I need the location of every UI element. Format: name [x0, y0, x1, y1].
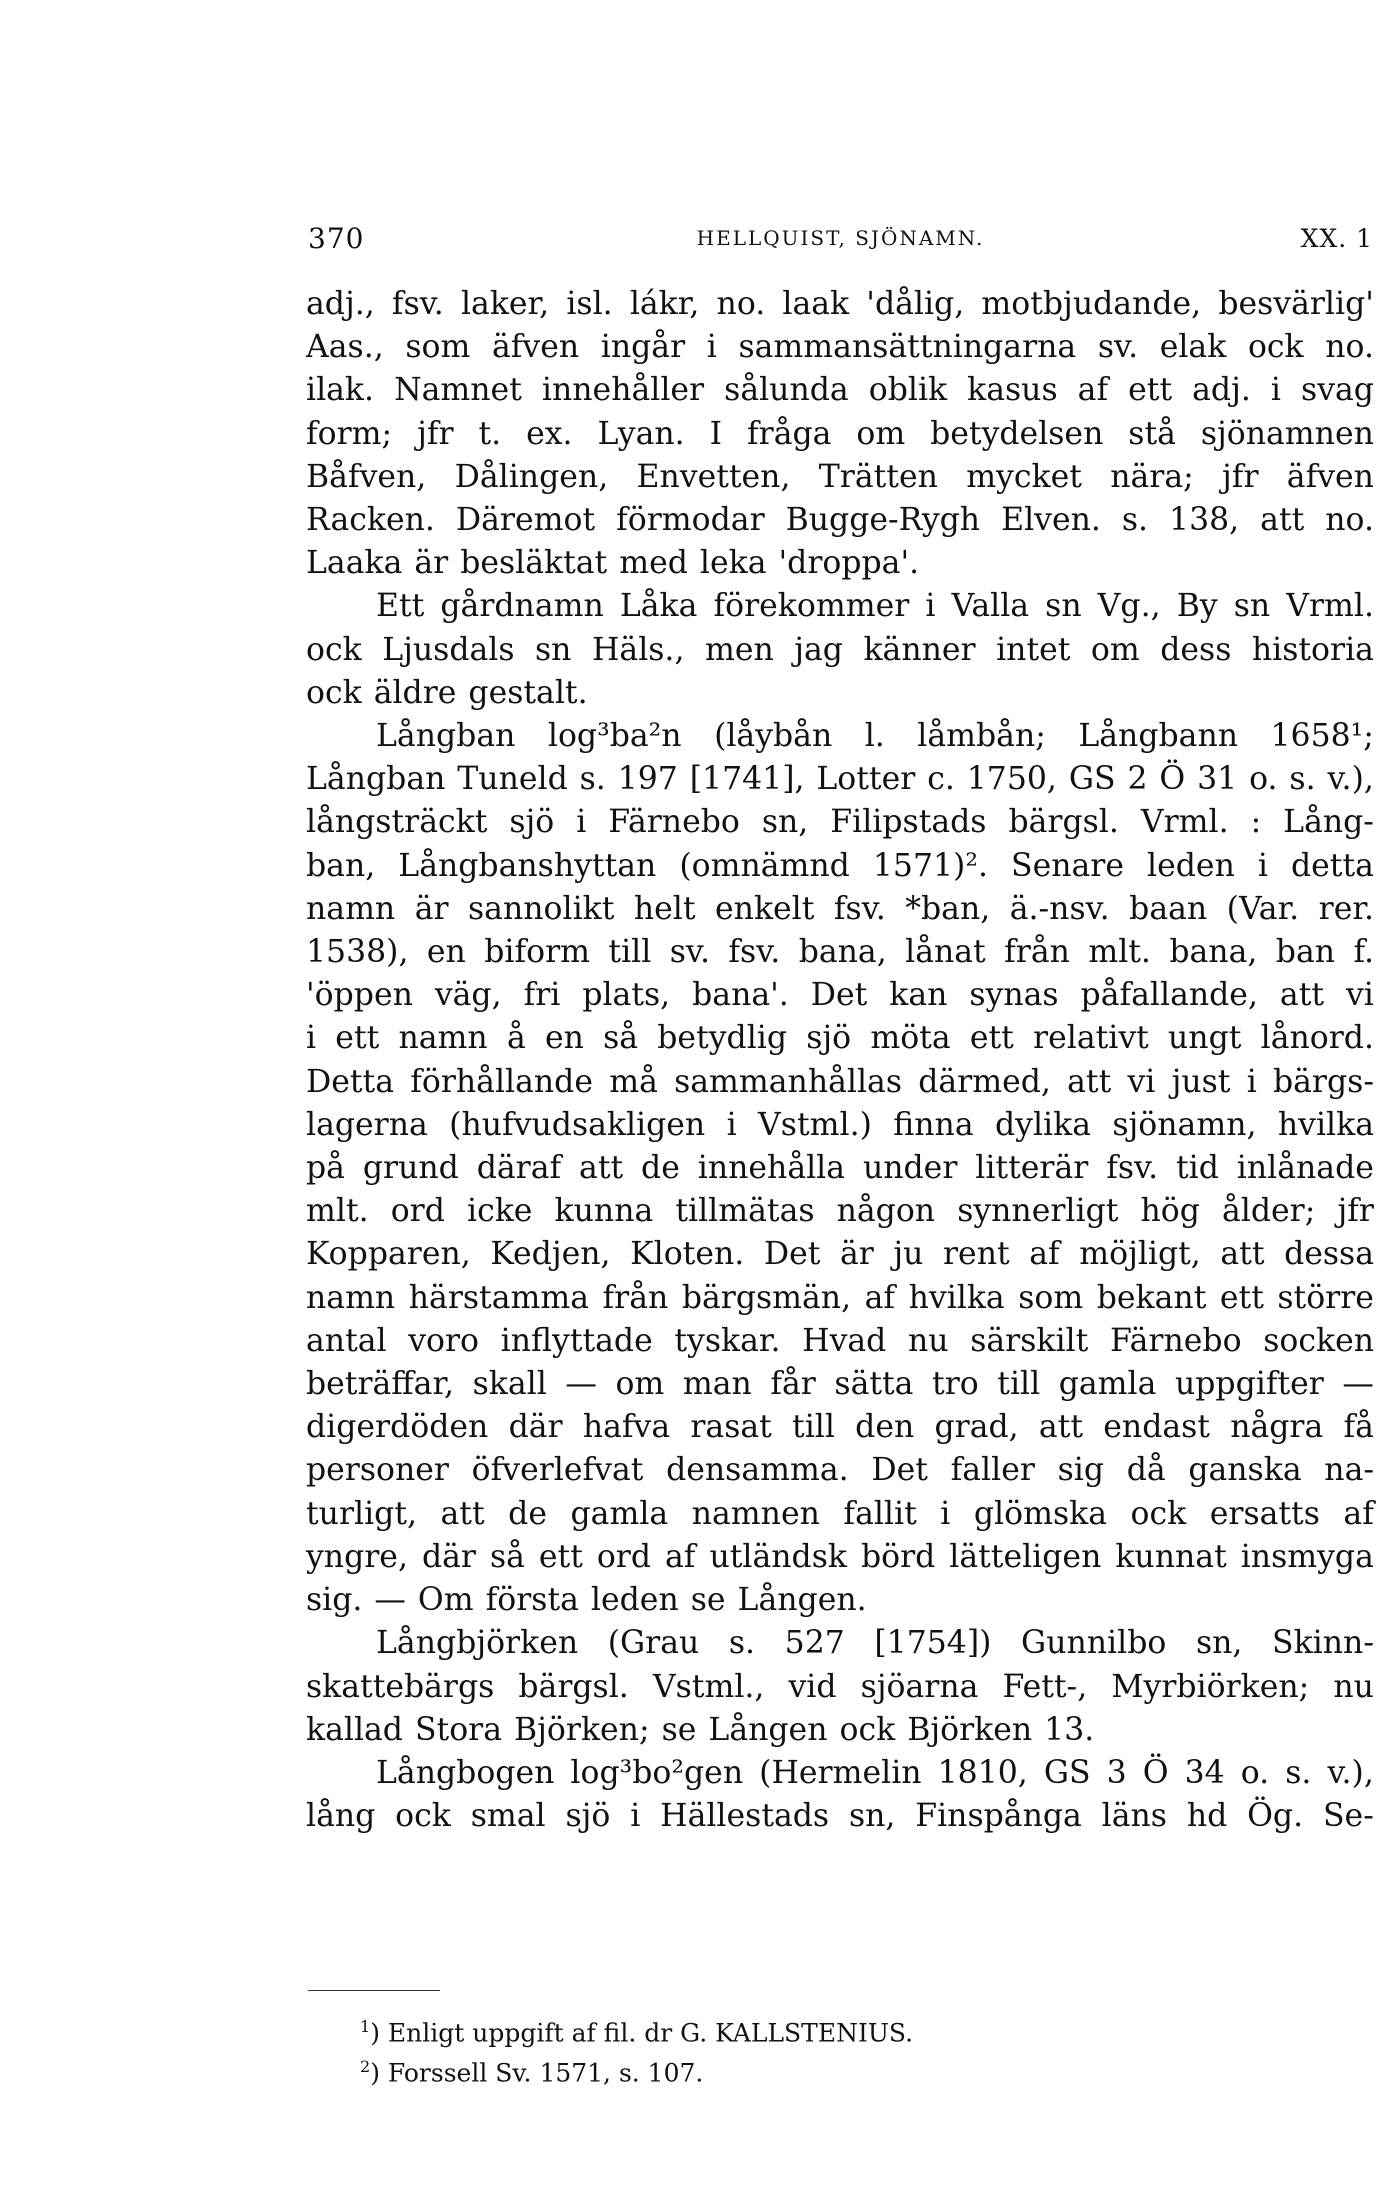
- text-line: Långbogen log³bo²gen (Hermelin 1810, GS 3 Ö 34 o. s. v.),: [376, 1754, 1374, 1791]
- text-line: Båfven, Dålingen, Envetten, Trätten mycket nära; jfr äfven: [306, 458, 1374, 495]
- text-line: Laaka är besläktat med leka 'droppa'.: [306, 545, 920, 582]
- text-line: Detta förhållande må sammanhållas därmed, att vi just i bärgs-: [306, 1063, 1374, 1100]
- text-line: digerdöden där hafva rasat till den grad, att endast några få: [306, 1409, 1374, 1446]
- text-line: 'öppen väg, fri plats, bana'. Det kan synas påfallande, att vi: [306, 977, 1374, 1014]
- text-line: antal voro inflyttade tyskar. Hvad nu särskilt Färnebo socken: [306, 1322, 1374, 1359]
- text-line: lång ock smal sjö i Hällestads sn, Finspånga läns hd Ög. Se-: [306, 1798, 1374, 1835]
- text-line: ock Ljusdals sn Häls., men jag känner intet om dess historia: [306, 631, 1374, 668]
- text-line: 1538), en biform till sv. fsv. bana, lånat från mlt. bana, ban f.: [306, 934, 1374, 971]
- footnote-mark: 2: [360, 2057, 371, 2077]
- text-line: ilak. Namnet innehåller sålunda oblik kasus af ett adj. i svag: [306, 372, 1374, 409]
- text-line: namn är sannolikt helt enkelt fsv. *ban, ä.-nsv. baan (Var. rer.: [306, 890, 1374, 927]
- text-line: namn härstamma från bärgsmän, af hvilka som bekant ett större: [306, 1279, 1374, 1316]
- text-line: sig. — Om första leden se Lången.: [306, 1582, 867, 1619]
- text-line: ock äldre gestalt.: [306, 674, 588, 711]
- text-line: skattebärgs bärgsl. Vstml., vid sjöarna Fett-, Myrbiörken; nu: [306, 1668, 1374, 1705]
- text-line: personer öfverlefvat densamma. Det faller sig då ganska na-: [306, 1452, 1374, 1489]
- footnote-text: ) Enligt uppgift af fil. dr G. KALLSTENIUS.: [370, 2018, 914, 2048]
- body-text: [306, 283, 1374, 1838]
- text-line: ban, Långbanshyttan (omnämnd 1571)². Senare leden i detta: [306, 847, 1374, 884]
- text-line: turligt, att de gamla namnen fallit i glömska ock ersatts af: [306, 1495, 1374, 1532]
- text-line: Kopparen, Kedjen, Kloten. Det är ju rent af möjligt, att dessa: [306, 1236, 1374, 1273]
- text-line: Långbjörken (Grau s. 527 [1754]) Gunnilbo sn, Skinn-: [376, 1625, 1374, 1662]
- footnotes: [360, 2010, 1260, 2091]
- text-line: Ett gårdnamn Låka förekommer i Valla sn Vg., By sn Vrml.: [376, 588, 1374, 625]
- text-line: kallad Stora Björken; se Lången ock Björken 13.: [306, 1711, 1095, 1748]
- footnote: [360, 2010, 1260, 2050]
- running-title: HELLQUIST, SJÖNAMN.: [696, 226, 985, 250]
- text-line: Aas., som äfven ingår i sammansättningarna sv. elak ock no.: [306, 329, 1374, 366]
- text-line: i ett namn å en så betydlig sjö möta ett relativt ungt lånord.: [306, 1020, 1374, 1057]
- footnote-text: ) Forssell Sv. 1571, s. 107.: [370, 2058, 704, 2088]
- text-line: lagerna (hufvudsakligen i Vstml.) finna dylika sjönamn, hvilka: [306, 1106, 1374, 1143]
- text-line: yngre, där så ett ord af utländsk börd lätteligen kunnat insmyga: [306, 1538, 1374, 1575]
- footnote-rule: [308, 1990, 440, 1991]
- footnote: [360, 2050, 1260, 2090]
- footnote-mark: 1: [360, 2017, 371, 2036]
- text-line: beträffar, skall — om man får sätta tro till gamla uppgifter —: [306, 1366, 1374, 1403]
- text-line: adj., fsv. laker, isl. lákr, no. laak 'dålig, motbjudande, besvärlig': [306, 286, 1374, 322]
- text-line: Långban log³ba²n (låybån l. låmbån; Långbann 1658¹;: [376, 718, 1374, 755]
- text-line: form; jfr t. ex. Lyan. I fråga om betydelsen stå sjönamnen: [306, 415, 1374, 452]
- text-line: långsträckt sjö i Färnebo sn, Filipstads bärgsl. Vrml. : Lång-: [306, 804, 1374, 841]
- text-line: Långban Tuneld s. 197 [1741], Lotter c. 1750, GS 2 Ö 31 o. s. v.),: [306, 761, 1374, 798]
- text-line: Racken. Däremot förmodar Bugge-Rygh Elven. s. 138, att no.: [306, 502, 1374, 539]
- page-header: [308, 222, 1373, 262]
- text-line: på grund däraf att de innehålla under litterär fsv. tid inlånade: [306, 1150, 1374, 1187]
- page-number: 370: [308, 222, 365, 255]
- text-line: mlt. ord icke kunna tillmätas någon synnerligt hög ålder; jfr: [306, 1193, 1374, 1230]
- section-number: XX. 1: [1300, 224, 1373, 253]
